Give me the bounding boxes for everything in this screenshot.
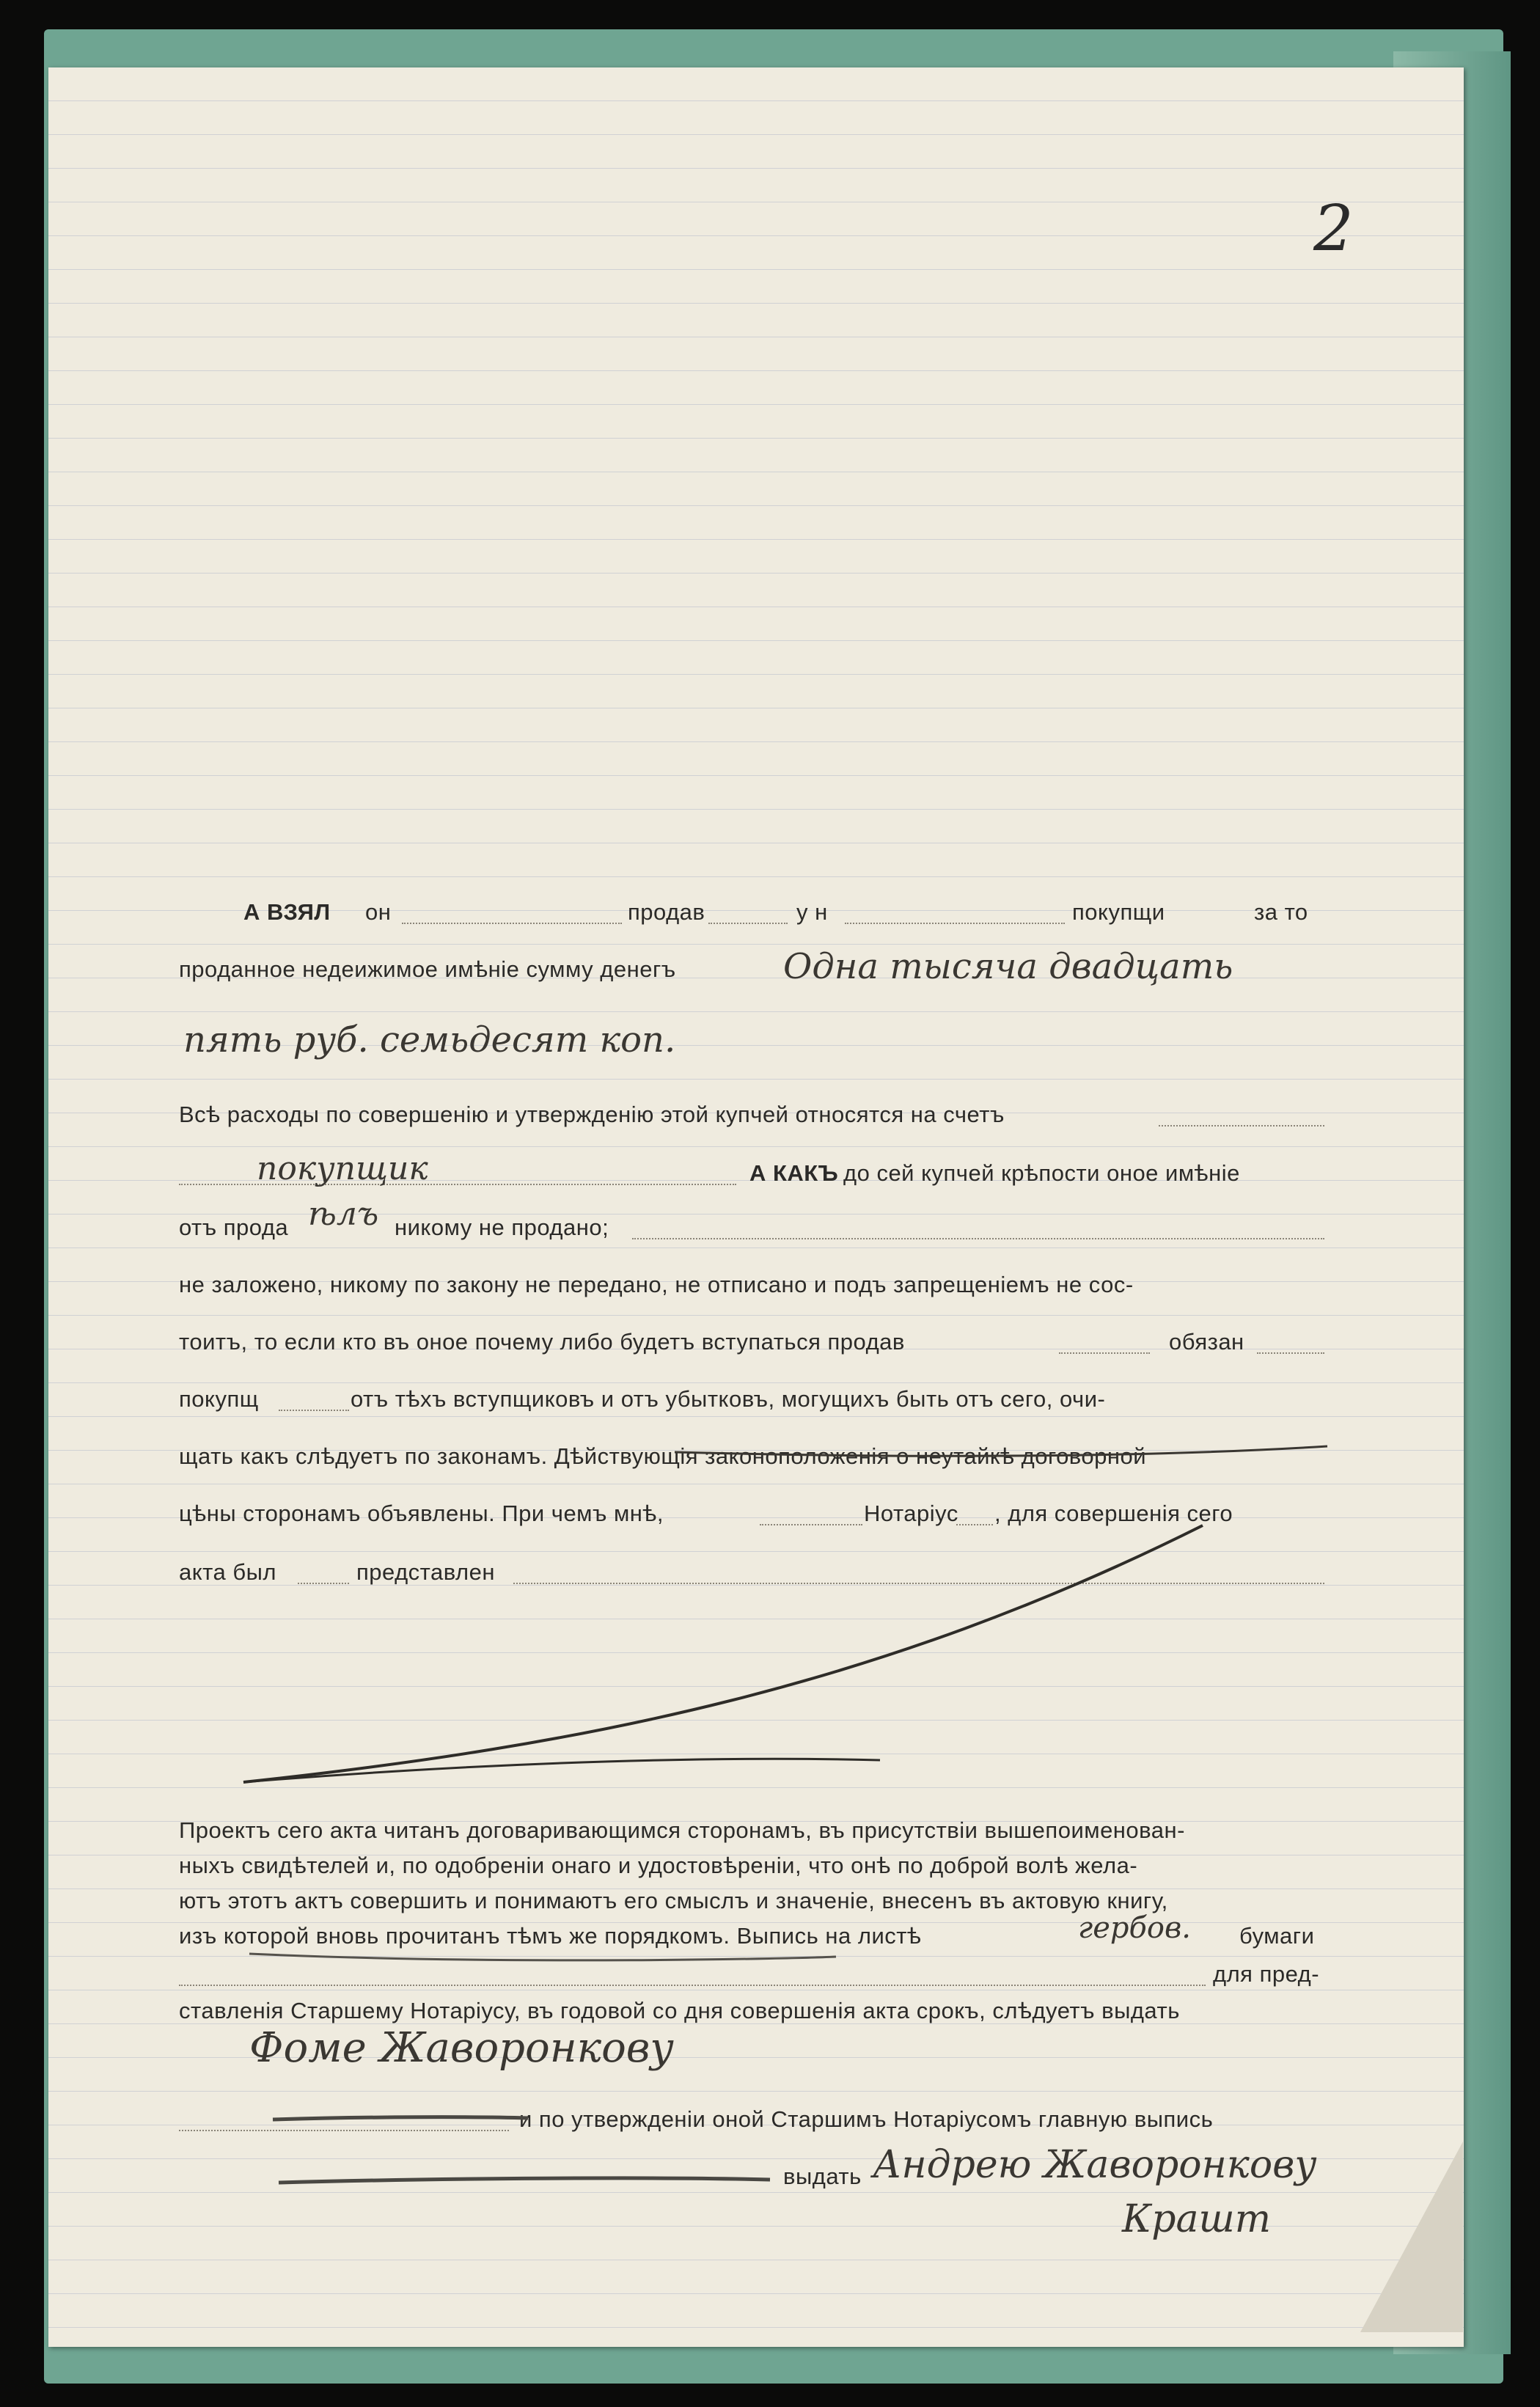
line8-obyazan: обязан — [1169, 1329, 1244, 1355]
p2-line5: для пред- — [1213, 1961, 1320, 1987]
line11-a: цѣны сторонамъ объявлены. При чемъ мнѣ, — [179, 1501, 664, 1526]
line1-prodav: продав — [628, 899, 705, 925]
handwritten-signature: Крашт — [1122, 2197, 1272, 2241]
p2-line6: ставленія Старшему Нотаріусу, въ годовой со дня совершенія акта срокъ, слѣдуетъ выдать — [179, 1998, 1180, 2023]
line11-c: , для совершенія сего — [994, 1501, 1233, 1526]
p2-line1: Проектъ сего акта читанъ договаривающимся сторонамъ, въ присутствіи вышепоименован- — [179, 1817, 1185, 1843]
strikethrough-stroke — [675, 1446, 1327, 1456]
handwritten-sum-2: пять руб. семьдесят коп. — [183, 1019, 676, 1060]
p2-line4-bumagi: бумаги — [1239, 1923, 1315, 1949]
line5-a-kak: А КАКЪ — [749, 1160, 839, 1186]
underline-stroke — [279, 2178, 770, 2183]
line1-on: он — [365, 899, 392, 925]
p2-line2: ныхъ свидѣтелей и, по одобреніи онаго и удостовѣреніи, что онѣ по доброй волѣ жела- — [179, 1853, 1138, 1878]
line1-za-to: за то — [1254, 899, 1308, 925]
cancel-stroke — [243, 1525, 1203, 1782]
page-number: 2 — [1313, 192, 1354, 265]
handwritten-suffix: ѣлъ — [308, 1195, 379, 1233]
line6-not-sold: никому не продано; — [395, 1215, 609, 1240]
line10: щать какъ слѣдуетъ по законамъ. Дѣйствующія законоположенія о неутайкѣ договорной — [179, 1443, 1147, 1469]
p2-line3: ютъ этотъ актъ совершить и понимаютъ его смыслъ и значеніе, внесенъ въ актовую книгу, — [179, 1888, 1168, 1913]
line2-sum-label: проданное недеижимое имѣніе сумму денегъ — [179, 956, 676, 982]
line8: тоитъ, то если кто въ оное почему либо будетъ вступаться продав — [179, 1329, 905, 1355]
p2-line4: изъ которой вновь прочитанъ тѣмъ же порядкомъ. Выпись на листѣ — [179, 1923, 922, 1949]
line9: отъ тѣхъ вступщиковъ и отъ убытковъ, могущихъ быть отъ сего, очи- — [351, 1386, 1106, 1412]
line5-before-this-deed: до сей купчей крѣпости оное имѣніе — [843, 1160, 1240, 1186]
line4-expenses: Всѣ расходы по совершенію и утвержденію этой купчей относятся на счетъ — [179, 1102, 1005, 1127]
underline-stroke — [273, 2117, 528, 2120]
line1-pokupshchi: покупщи — [1072, 899, 1165, 925]
line6-ot-proda: отъ прода — [179, 1215, 289, 1240]
line12-akta-byl: акта был — [179, 1559, 276, 1585]
line1-a-vzyal: А ВЗЯЛ — [243, 899, 331, 925]
underline-stroke — [249, 1954, 836, 1960]
line1-u-n: у н — [796, 899, 828, 925]
handwritten-payer: покупщик — [257, 1150, 428, 1187]
handwritten-issue-to-1: Фоме Жаворонкову — [249, 2024, 674, 2072]
p2-line9-vydat: выдать — [783, 2164, 862, 2189]
p2-line8: и по утвержденіи оной Старшимъ Нотаріусомъ главную выпись — [519, 2106, 1214, 2132]
folded-corner — [1360, 2142, 1463, 2332]
line12-predstavlen: представлен — [356, 1559, 495, 1585]
handwritten-issue-to-2: Андрею Жаворонкову — [873, 2143, 1317, 2187]
handwritten-sheet-type: гербов. — [1078, 1911, 1191, 1945]
handwritten-sum-1: Одна тысяча двадцать — [783, 946, 1233, 987]
line7: не заложено, никому по закону не передано, не отписано и подъ запрещеніемъ не сос- — [179, 1272, 1134, 1297]
line11-notarius: Нотаріус — [864, 1501, 958, 1526]
line9-pokupshch: покупщ — [179, 1386, 259, 1412]
